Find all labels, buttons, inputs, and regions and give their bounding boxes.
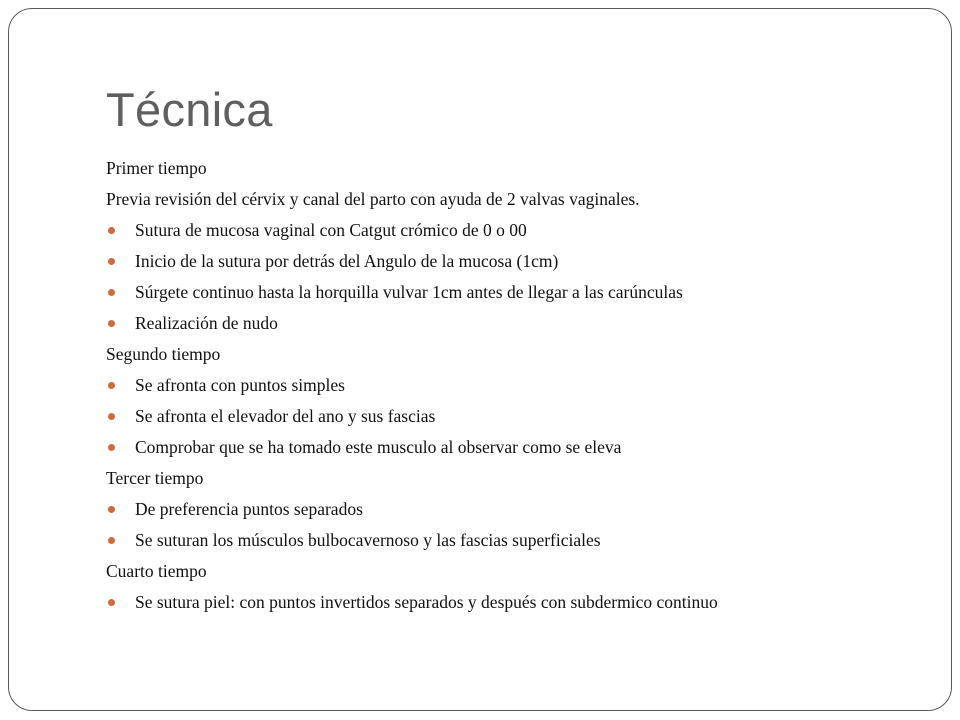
bullet-text: Comprobar que se ha tomado este musculo al observar como se eleva bbox=[135, 437, 622, 457]
bullet-text: Sutura de mucosa vaginal con Catgut crómico de 0 o 00 bbox=[135, 220, 527, 240]
body-paragraph: Previa revisión del cérvix y canal del parto con ayuda de 2 valvas vaginales. bbox=[106, 189, 640, 209]
bullet-dot-icon bbox=[108, 506, 115, 513]
bullet-dot-icon bbox=[108, 444, 115, 451]
bullet-text: Se sutura piel: con puntos invertidos separados y después con subdermico continuo bbox=[135, 592, 718, 612]
section-heading: Tercer tiempo bbox=[106, 468, 204, 488]
bullet-text: Se afronta con puntos simples bbox=[135, 375, 345, 395]
bullet-dot-icon bbox=[108, 258, 115, 265]
bullet-dot-icon bbox=[108, 382, 115, 389]
bullet-dot-icon bbox=[108, 599, 115, 606]
bullet-item bbox=[106, 277, 926, 308]
bullet-dot-icon bbox=[108, 413, 115, 420]
bullet-dot-icon bbox=[108, 289, 115, 296]
bullet-text: Se afronta el elevador del ano y sus fascias bbox=[135, 406, 436, 426]
bullet-item bbox=[106, 246, 926, 277]
bullet-text: Súrgete continuo hasta la horquilla vulvar 1cm antes de llegar a las carúnculas bbox=[135, 282, 683, 302]
bullet-item bbox=[106, 308, 926, 339]
bullet-item bbox=[106, 587, 926, 618]
bullet-item bbox=[106, 401, 926, 432]
bullet-item bbox=[106, 432, 926, 463]
bullet-text: Se suturan los músculos bulbocavernoso y las fascias superficiales bbox=[135, 530, 601, 550]
bullet-text: De preferencia puntos separados bbox=[135, 499, 363, 519]
slide-title: Técnica bbox=[106, 83, 273, 136]
section-heading: Primer tiempo bbox=[106, 158, 207, 178]
bullet-dot-icon bbox=[108, 227, 115, 234]
bullet-item bbox=[106, 370, 926, 401]
section-heading: Segundo tiempo bbox=[106, 344, 221, 364]
bullet-dot-icon bbox=[108, 537, 115, 544]
bullet-dot-icon bbox=[108, 320, 115, 327]
bullet-item bbox=[106, 525, 926, 556]
bullet-text: Inicio de la sutura por detrás del Angulo de la mucosa (1cm) bbox=[135, 251, 559, 271]
bullet-item bbox=[106, 215, 926, 246]
bullet-item bbox=[106, 494, 926, 525]
bullet-text: Realización de nudo bbox=[135, 313, 278, 333]
slide-body bbox=[106, 153, 926, 618]
section-heading: Cuarto tiempo bbox=[106, 561, 207, 581]
